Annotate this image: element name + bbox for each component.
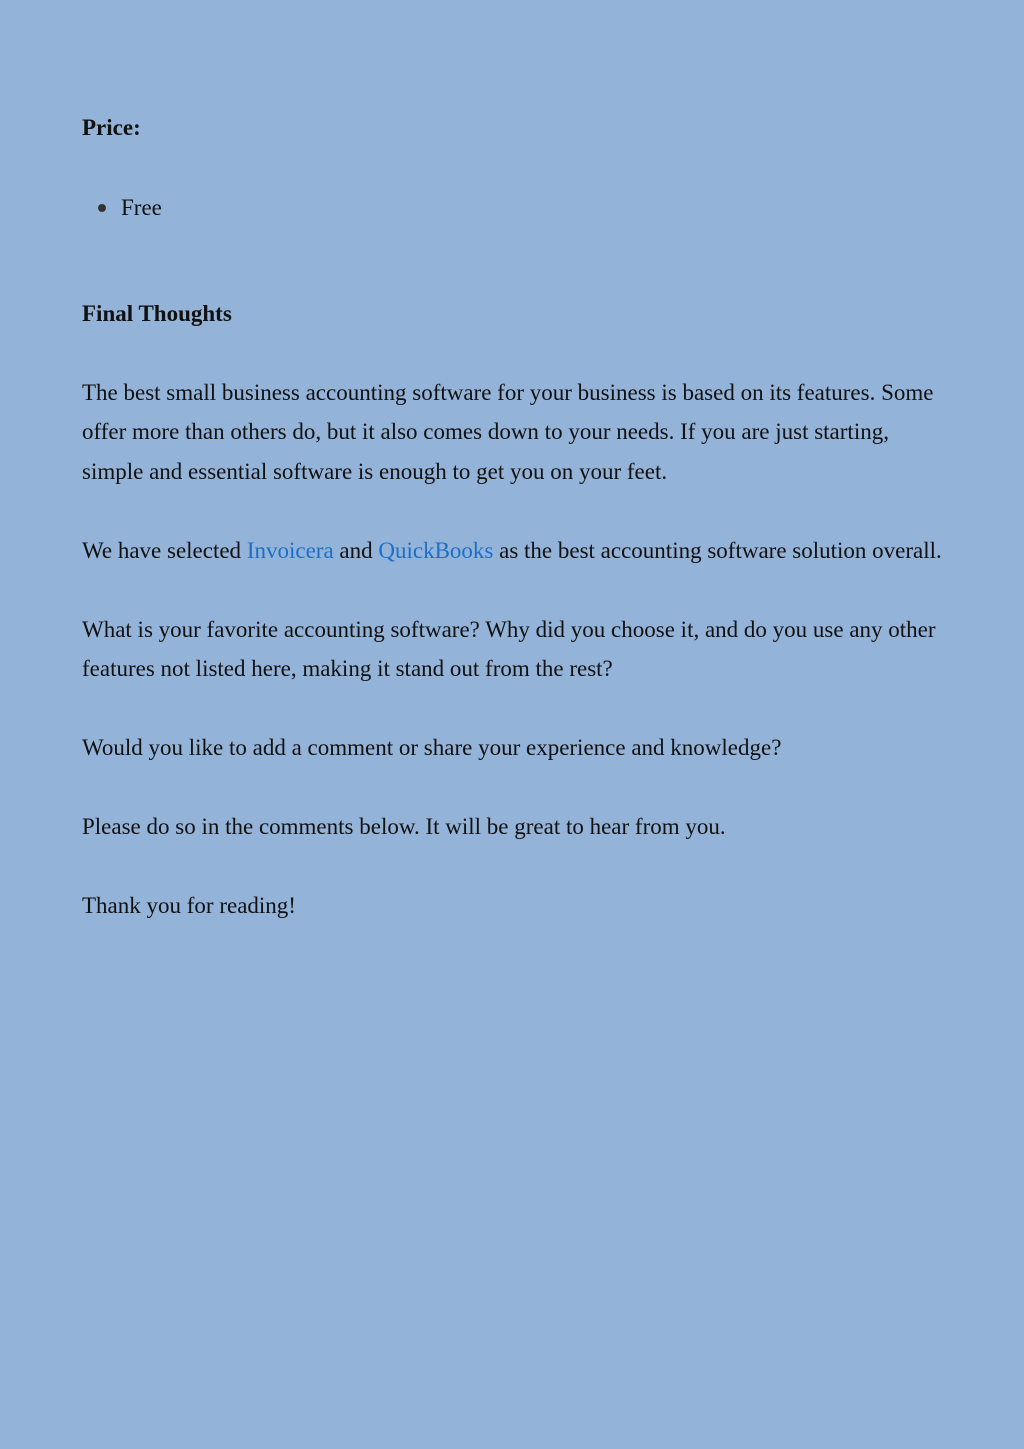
price-list [82, 188, 952, 228]
selection-prefix: We have selected [82, 537, 247, 563]
list-item [82, 188, 952, 228]
price-item-label: Free [121, 194, 162, 220]
paragraph-comment-invite: Would you like to add a comment or share your experience and knowledge? [82, 735, 782, 760]
paragraph-comments-below: Please do so in the comments below. It will be great to hear from you. [82, 814, 726, 839]
quickbooks-link[interactable]: QuickBooks [378, 537, 494, 563]
paragraph-intro: The best small business accounting software for your business is based on its features. Some offer more than others do, but it also comes down to your needs. If you are just starting, simple and essential software is enough to get you on your feet. [82, 379, 934, 484]
article-content [82, 108, 952, 965]
paragraph-selection [82, 531, 952, 571]
invoicera-link[interactable]: Invoicera [246, 537, 334, 563]
price-heading: Price: [82, 115, 141, 140]
final-thoughts-heading: Final Thoughts [82, 301, 232, 326]
paragraph-question: What is your favorite accounting software? Why did you choose it, and do you use any other features not listed here, making it stand out from the rest? [82, 616, 936, 681]
bullet-icon [98, 204, 106, 212]
selection-middle: and [333, 537, 379, 563]
selection-suffix: as the best accounting software solution overall. [493, 537, 942, 563]
paragraph-thanks: Thank you for reading! [82, 893, 296, 918]
